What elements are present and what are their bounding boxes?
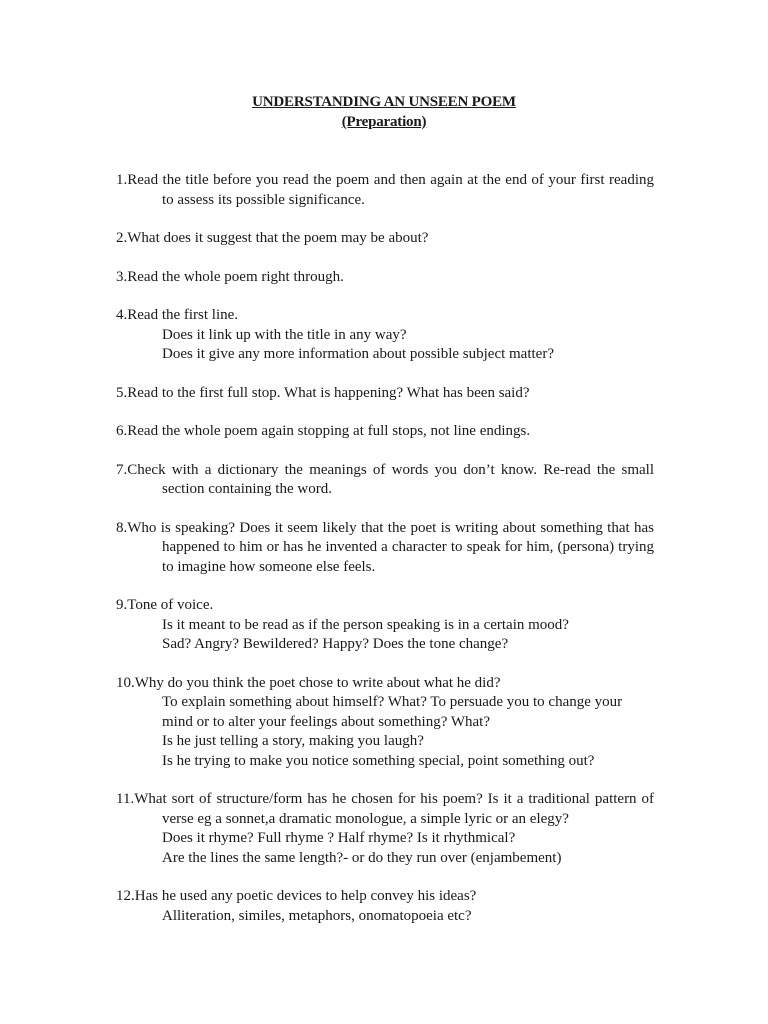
list-item xyxy=(116,596,654,655)
list-item-text: 9.Tone of voice. xyxy=(116,597,214,613)
list-item-text: 4.Read the first line. xyxy=(116,307,239,323)
list-item xyxy=(116,790,654,868)
list-item-subpoint: Is it meant to be read as if the person speaking is in a certain mood? xyxy=(162,616,569,633)
list-item xyxy=(116,268,654,288)
list-item-subpoint: Does it give any more information about possible subject matter? xyxy=(162,346,554,362)
page-title: UNDERSTANDING AN UNSEEN POEM xyxy=(252,94,516,110)
list-item xyxy=(116,887,654,926)
list-item xyxy=(116,171,654,210)
list-item-text: 8.Who is speaking? Does it seem likely that the poet is writing about something that has happened to him or has he invented a character to speak for him, (persona) trying to imagine how someone else feels. xyxy=(116,519,654,575)
list-item-subpoint: Sad? Angry? Bewildered? Happy? Does the tone change? xyxy=(162,636,509,652)
list-item xyxy=(116,519,654,578)
list-item-subpoint: To explain something about himself? What? To persuade you to change your mind or to alter your feelings about something? What? xyxy=(162,694,623,730)
list-item-text: 6.Read the whole poem again stopping at full stops, not line endings. xyxy=(116,423,531,439)
question-list xyxy=(116,171,654,945)
list-item-text: 1.Read the title before you read the poem and then again at the end of your first reading to assess its possible significance. xyxy=(116,172,654,208)
list-item xyxy=(116,674,654,772)
list-item-text: 10.Why do you think the poet chose to write about what he did? xyxy=(116,674,501,691)
list-item-subpoint: Does it link up with the title in any way? xyxy=(162,326,407,343)
list-item xyxy=(116,384,654,404)
list-item xyxy=(116,461,654,500)
list-item-subpoint: Does it rhyme? Full rhyme ? Half rhyme? Is it rhythmical? xyxy=(162,830,516,846)
list-item-subpoint: Are the lines the same length?- or do they run over (enjambement) xyxy=(162,849,562,866)
list-item-subpoint: Alliteration, similes, metaphors, onomatopoeia etc? xyxy=(162,907,472,924)
list-item-text: 5.Read to the first full stop. What is happening? What has been said? xyxy=(116,384,530,401)
list-item-text: 3.Read the whole poem right through. xyxy=(116,268,344,285)
list-item-subpoint: Is he just telling a story, making you laugh? xyxy=(162,733,424,749)
list-item xyxy=(116,306,654,365)
list-item-text: 2.What does it suggest that the poem may be about? xyxy=(116,230,429,246)
list-item xyxy=(116,422,654,442)
list-item xyxy=(116,229,654,249)
list-item-subpoint: Is he trying to make you notice something special, point something out? xyxy=(162,752,595,769)
list-item-text: 7.Check with a dictionary the meanings of words you don’t know. Re-read the small section containing the word. xyxy=(116,461,654,497)
page-subtitle: (Preparation) xyxy=(341,114,427,130)
list-item-text: 11.What sort of structure/form has he chosen for his poem? Is it a traditional pattern of verse eg a sonnet,a dramatic monologue, a simple lyric or an elegy? xyxy=(116,791,654,827)
list-item-text: 12.Has he used any poetic devices to help convey his ideas? xyxy=(116,888,477,904)
